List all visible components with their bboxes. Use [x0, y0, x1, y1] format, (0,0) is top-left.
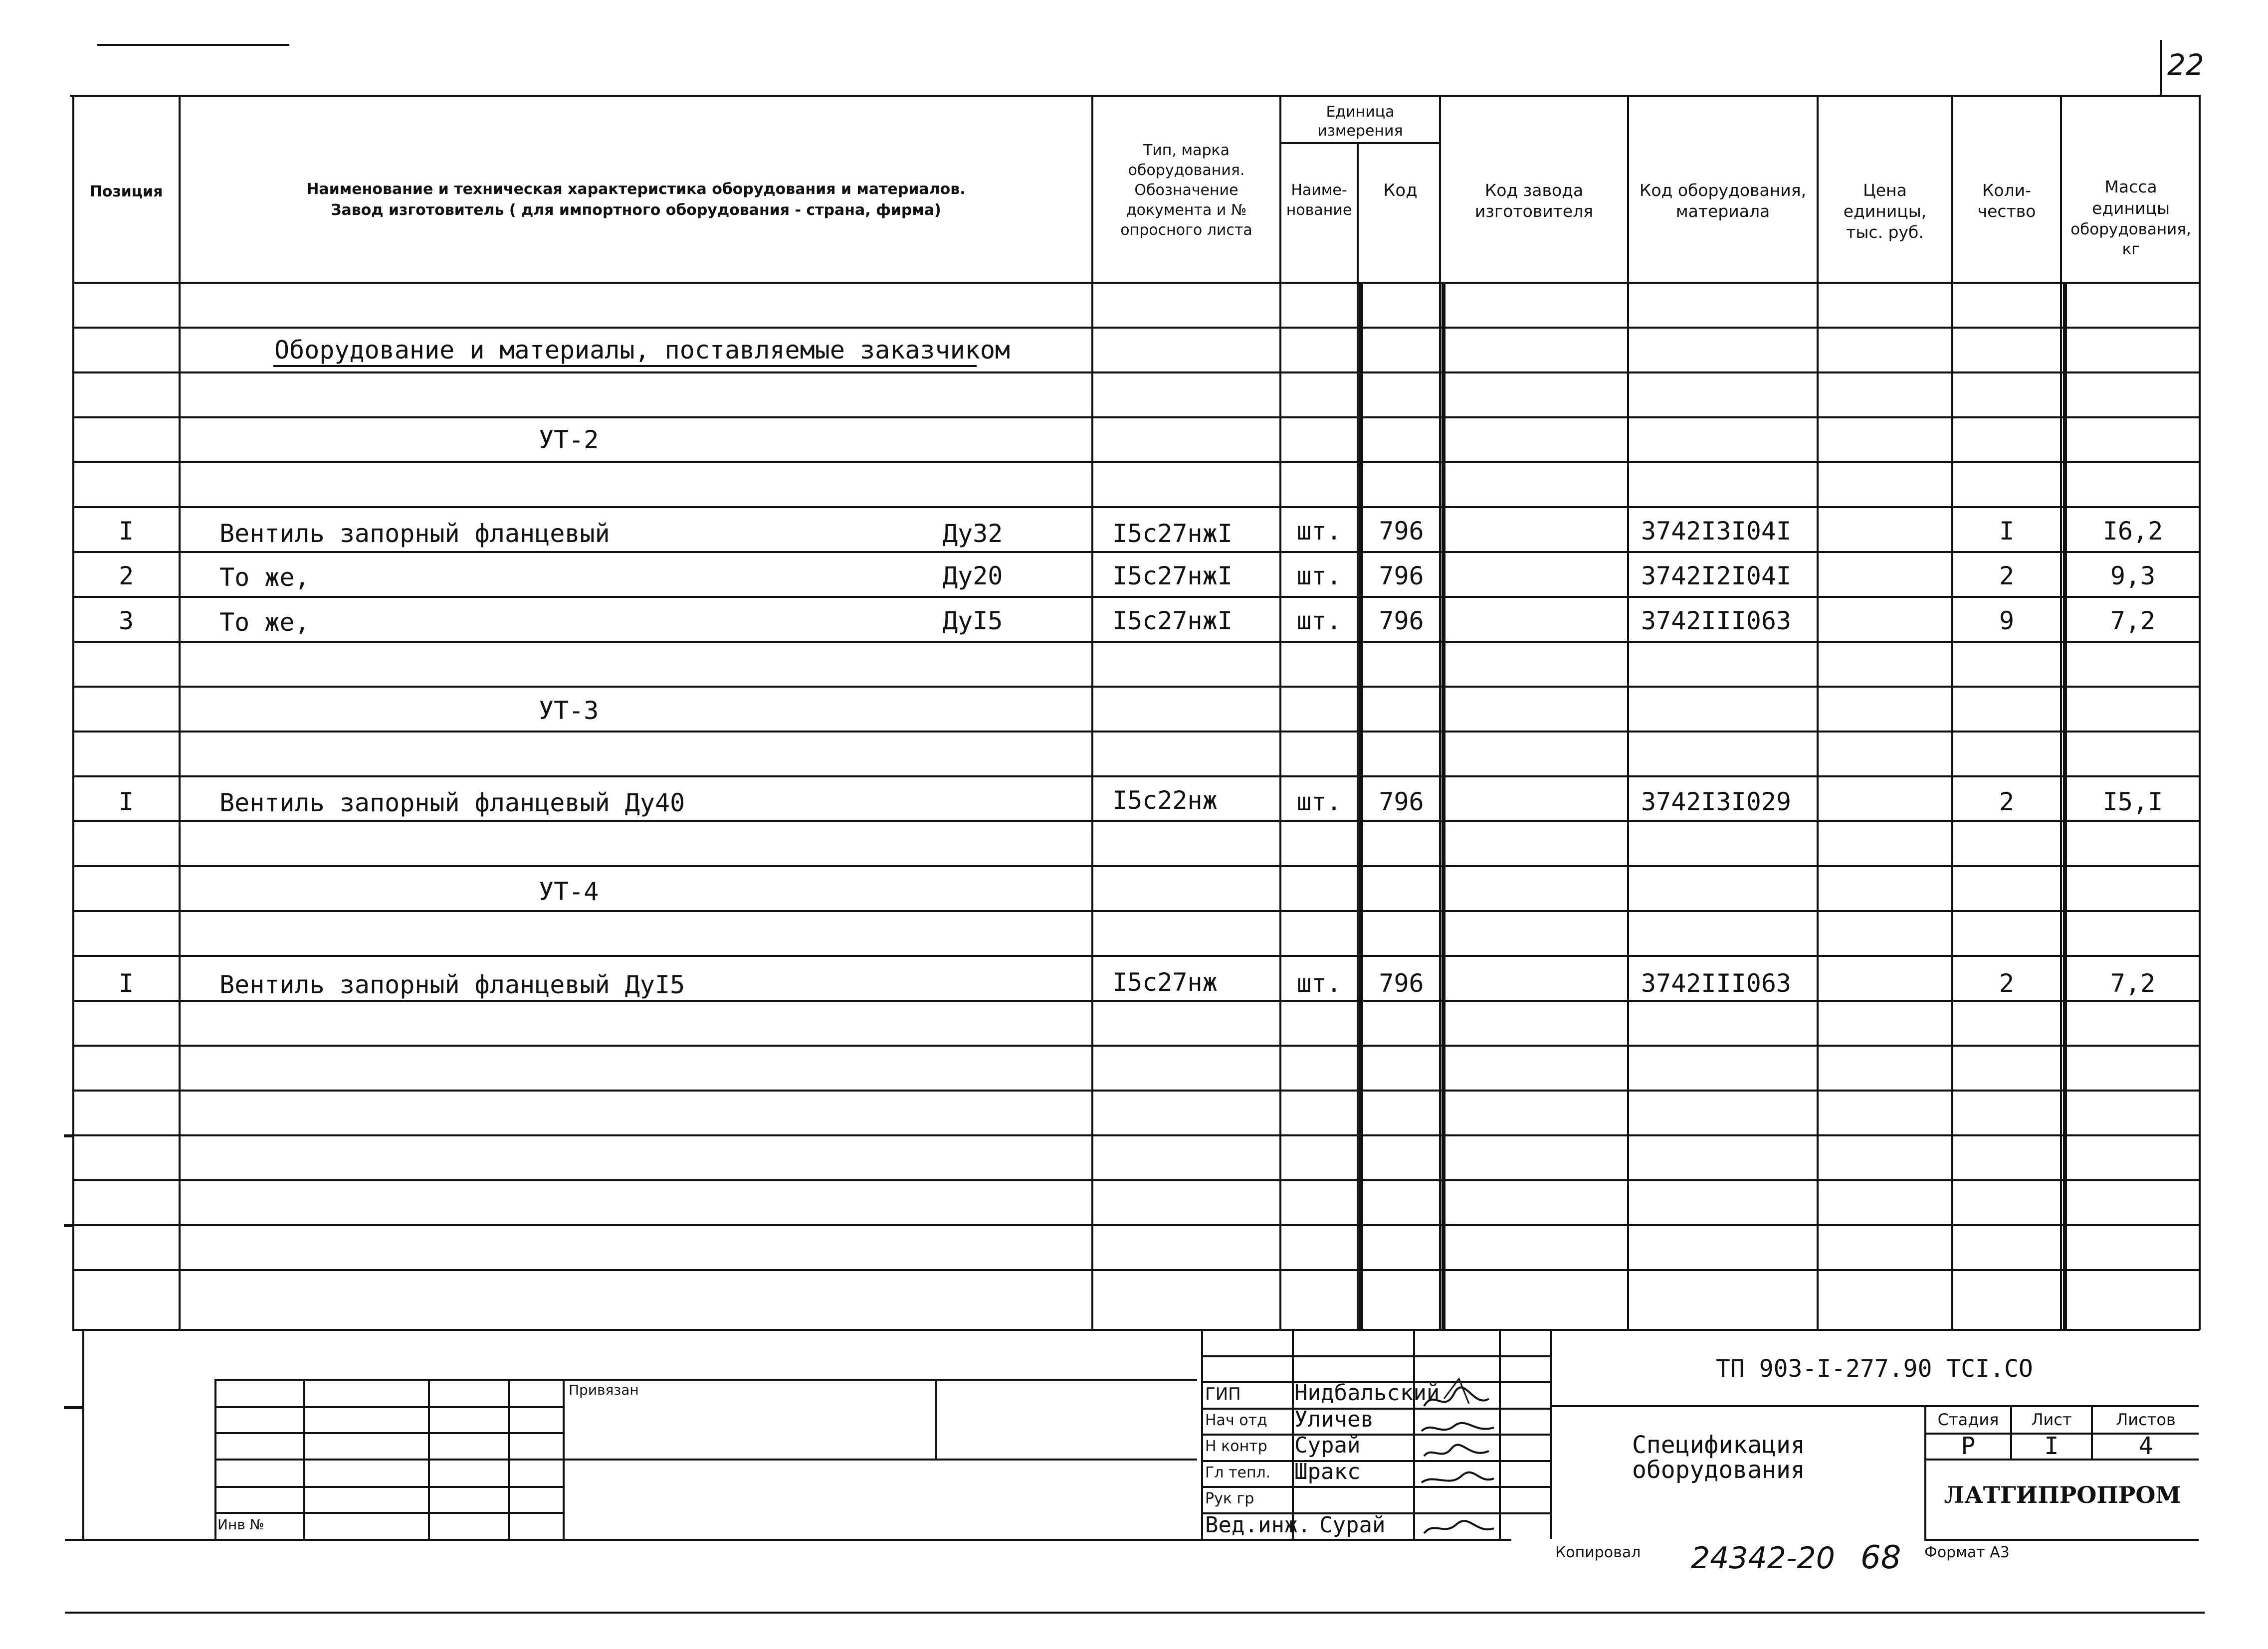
header-name-line2: Завод изготовитель ( для импортного оборудования - страна, фирма) [331, 201, 941, 219]
privyazan-grid-line [214, 1406, 563, 1408]
section-ut3: УТ-3 [539, 696, 599, 725]
col-divider-unit-code [1439, 95, 1441, 1330]
header-plant-l1: Код завода [1484, 181, 1584, 200]
row-type: I5с22нж [1112, 786, 1218, 815]
row-line [72, 910, 2200, 912]
sign-name: Нидбальский [1294, 1380, 1440, 1406]
col-divider-unit-name-bold [1359, 282, 1363, 1330]
section-ut2: УТ-2 [539, 425, 599, 454]
sign-name: Шракс [1294, 1459, 1361, 1484]
row-mass: 7,2 [2110, 969, 2156, 998]
col-divider-unit-code-bold [1442, 282, 1445, 1330]
page-bottom-line [65, 1612, 2205, 1614]
privyazan-label: Привязан [569, 1382, 639, 1398]
row-line [72, 1090, 2200, 1092]
header-mass-l1: Масса [2104, 177, 2157, 196]
header-type-l4: документа и № [1126, 201, 1247, 219]
section-ut4: УТ-4 [539, 877, 599, 906]
row-unit: шт. [1296, 517, 1342, 546]
row-size: Ду20 [943, 561, 1003, 590]
privyazan-grid-line [214, 1486, 563, 1488]
col-divider-equip [1817, 95, 1819, 1330]
frame-left [72, 95, 74, 1330]
privyazan-grid-line [214, 1432, 563, 1434]
stamp-left [1550, 1329, 1552, 1539]
privyazan-grid-line [935, 1379, 937, 1459]
stage-label: Стадия [1937, 1410, 1999, 1429]
doc-code: ТП 903-I-277.90 ТСI.СО [1716, 1355, 2033, 1383]
copied-number: 24342-20 [1691, 1541, 1835, 1576]
row-type: I5с27нж [1112, 968, 1218, 997]
header-position: Позиция [89, 183, 163, 200]
row-code: 796 [1379, 787, 1424, 816]
left-tick-mark [64, 1224, 74, 1227]
row-name: Вентиль запорный фланцевый [219, 519, 610, 548]
row-equip-code: 3742III063 [1641, 606, 1792, 635]
titleblock-left-edge [82, 1329, 84, 1540]
col-divider-unit-name [1357, 142, 1359, 1330]
frame-right [2199, 95, 2201, 1330]
header-unit-name-l2: нование [1286, 201, 1352, 219]
row-mass: I6,2 [2102, 517, 2163, 546]
row-line [72, 955, 2200, 957]
header-qty-l2: чество [1977, 201, 2036, 221]
row-line [72, 1045, 2200, 1047]
frame-top-line [70, 95, 2200, 97]
stamp-bottom [1924, 1539, 2199, 1541]
row-equip-code: 3742I2I04I [1641, 561, 1792, 590]
row-line [72, 865, 2200, 867]
row-line [72, 1000, 2200, 1002]
row-equip-code: 3742III063 [1641, 969, 1792, 998]
sign-role: Рук гр [1205, 1490, 1254, 1507]
unit-header-divider [1279, 142, 1439, 144]
sheets-value: 4 [2138, 1432, 2153, 1460]
top-short-line [97, 44, 289, 46]
row-position: 2 [118, 561, 134, 590]
row-mass: I5,I [2102, 787, 2163, 816]
header-unit-l1: Единица [1326, 103, 1395, 121]
row-unit: шт. [1296, 969, 1342, 998]
col-divider-price [1951, 95, 1953, 1330]
row-line [72, 820, 2200, 822]
col-divider-plant [1627, 95, 1629, 1330]
row-code: 796 [1379, 561, 1424, 590]
sign-name: Уличев [1294, 1407, 1374, 1432]
row-line [72, 1134, 2200, 1136]
header-price-l3: тыс. руб. [1846, 222, 1924, 242]
row-code: 796 [1379, 606, 1424, 635]
row-mass: 7,2 [2110, 606, 2156, 635]
row-qty: I [1999, 517, 2015, 546]
doc-title-l1: Спецификация [1632, 1431, 1805, 1459]
left-tick-mark [64, 1406, 84, 1409]
privyazan-grid-line [214, 1512, 563, 1514]
header-type-l5: опросного листа [1120, 221, 1252, 239]
row-mass: 9,3 [2110, 561, 2156, 590]
sign-role: Вед.инж. [1205, 1512, 1311, 1538]
sign-role: ГИП [1205, 1384, 1241, 1404]
format-label: Формат А3 [1924, 1544, 2010, 1561]
row-code: 796 [1379, 969, 1424, 998]
header-bottom-line [72, 282, 2200, 284]
row-qty: 9 [1999, 606, 2015, 635]
row-line [72, 686, 2200, 688]
row-line [72, 1224, 2200, 1226]
col-divider-type [1279, 95, 1281, 1330]
row-line [72, 731, 2200, 733]
handwritten-signatures [1414, 1329, 1499, 1539]
header-unit-name-l1: Наиме- [1291, 182, 1347, 199]
sign-role: Н контр [1205, 1438, 1267, 1455]
header-equip-l2: материала [1675, 201, 1770, 221]
col-divider-qty-bold [2063, 282, 2067, 1330]
row-equip-code: 3742I3I029 [1641, 787, 1792, 816]
row-line [72, 551, 2200, 553]
row-line [72, 371, 2200, 373]
header-name-line1: Наименование и техническая характеристика оборудования и материалов. [306, 181, 966, 198]
table-bottom-line [72, 1329, 2200, 1331]
copied-sheet-number: 68 [1860, 1539, 1901, 1576]
header-type-l1: Тип, марка [1143, 142, 1230, 159]
row-name: Вентиль запорный фланцевый Ду40 [219, 788, 685, 817]
header-mass-l4: кг [2122, 240, 2140, 258]
header-type-l3: Обозначение [1134, 182, 1238, 199]
left-tick-mark [64, 1134, 74, 1137]
header-mass-l3: оборудования, [2070, 220, 2191, 238]
row-type: I5с27нжI [1112, 606, 1233, 635]
org-name: ЛАТГИПРОПРОМ [1944, 1481, 2181, 1508]
col-divider-qty [2060, 95, 2062, 1330]
row-position: I [118, 969, 134, 998]
row-type: I5с27нжI [1112, 561, 1233, 590]
row-unit: шт. [1296, 606, 1342, 635]
col-divider-name [1091, 95, 1093, 1330]
header-mass-l2: единицы [2091, 198, 2170, 218]
row-equip-code: 3742I3I04I [1641, 517, 1792, 546]
inv-no-label: Инв № [217, 1516, 264, 1533]
row-line [72, 641, 2200, 643]
row-line [72, 596, 2200, 598]
row-line [72, 1269, 2200, 1271]
sign-role: Гл тепл. [1205, 1464, 1271, 1481]
row-position: I [118, 787, 134, 816]
page-number-box-left [2160, 40, 2162, 95]
row-name: То же, [219, 608, 310, 637]
row-position: I [118, 517, 134, 546]
sign-name: Сурай [1294, 1433, 1361, 1458]
sign-role: Нач отд [1205, 1412, 1267, 1429]
titleblock-bottom-line [65, 1539, 1511, 1541]
copied-label: Копировал [1555, 1544, 1641, 1561]
stage-value: Р [1961, 1432, 1976, 1460]
doc-title-l2: оборудования [1632, 1456, 1805, 1484]
row-qty: 2 [1999, 787, 2015, 816]
sheet-label: Лист [2031, 1410, 2072, 1429]
row-qty: 2 [1999, 561, 2015, 590]
row-qty: 2 [1999, 969, 2015, 998]
section-main-title: Оборудование и материалы, поставляемые заказчиком [274, 336, 1011, 365]
row-line [72, 506, 2200, 508]
sign-name: Сурай [1319, 1512, 1386, 1538]
row-line [72, 327, 2200, 329]
header-plant-l2: изготовителя [1474, 201, 1594, 221]
header-price-l1: Цена [1863, 181, 1907, 200]
row-type: I5с27нжI [1112, 519, 1233, 548]
col-divider-position [179, 95, 181, 1330]
row-line [72, 775, 2200, 777]
row-line [72, 416, 2200, 418]
privyazan-top-line [214, 1379, 1197, 1381]
header-type-l2: оборудования. [1128, 162, 1245, 179]
header-equip-l1: Код оборудования, [1639, 181, 1807, 200]
row-size: ДуI5 [943, 606, 1003, 635]
header-unit-l2: измерения [1317, 122, 1403, 140]
section-main-title-underline [273, 365, 977, 367]
sheet-value: I [2044, 1432, 2059, 1460]
page-number: 22 [2167, 48, 2204, 82]
sheets-label: Листов [2116, 1410, 2176, 1429]
header-qty-l1: Коли- [1982, 181, 2032, 200]
header-unit-code: Код [1383, 181, 1418, 200]
header-price-l2: единицы, [1843, 201, 1927, 221]
row-size: Ду32 [943, 519, 1003, 548]
row-position: 3 [118, 606, 134, 635]
row-line [72, 461, 2200, 463]
row-name: Вентиль запорный фланцевый ДуI5 [219, 970, 685, 999]
row-name: То же, [219, 563, 310, 592]
row-unit: шт. [1296, 787, 1342, 816]
privyazan-grid-line [214, 1459, 1197, 1461]
row-unit: шт. [1296, 561, 1342, 590]
row-line [72, 1179, 2200, 1181]
row-code: 796 [1379, 517, 1424, 546]
